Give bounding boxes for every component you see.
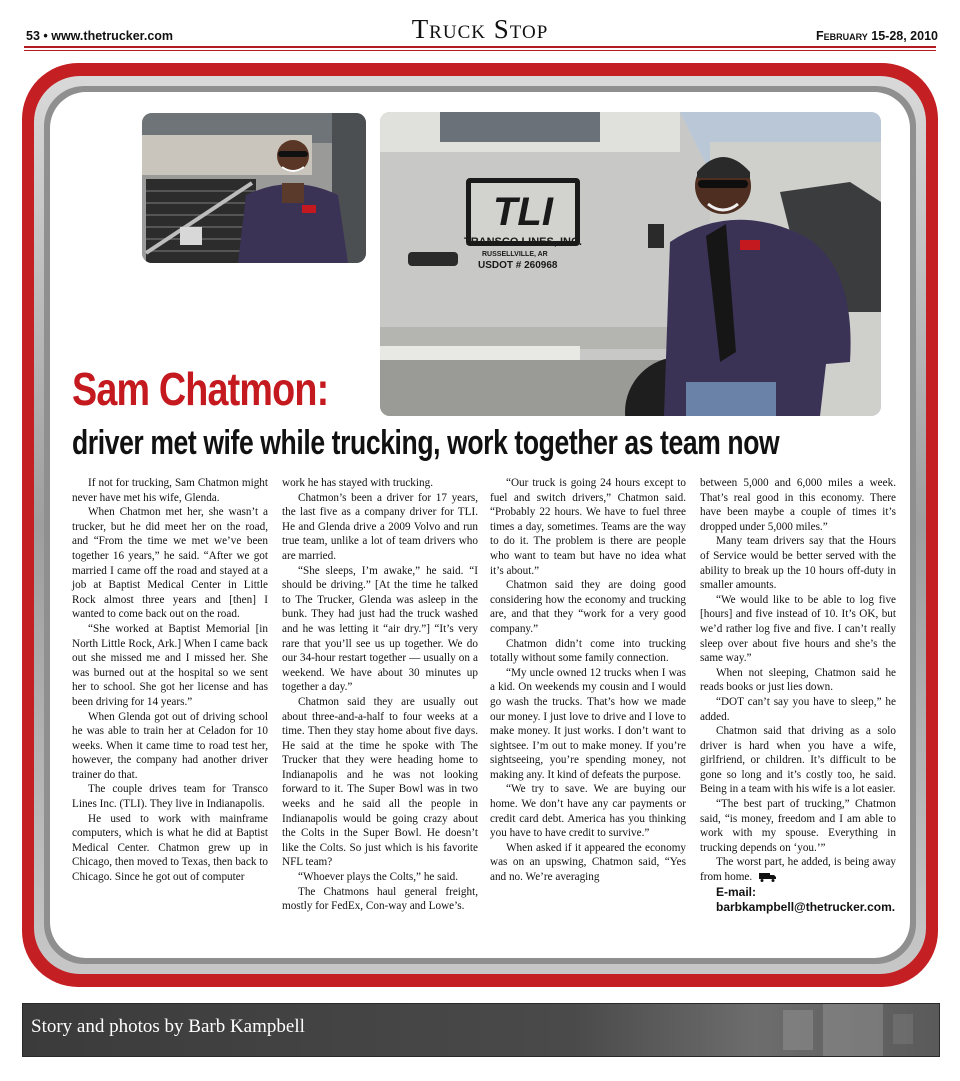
paragraph: “The best part of trucking,” Chatmon said, “is money, freedom and I am able to work with my spouse. Everything in trucking depends on ‘you.’” — [700, 798, 896, 854]
door-usdot: USDOT # 260968 — [478, 260, 558, 271]
paragraph: Chatmon’s been a driver for 17 years, the last five as a company driver for TLI. He and Glenda drive a 2009 Volvo and run true team, unlike a lot of team drivers who are married. — [282, 491, 478, 562]
paragraph: “We would like to be able to log five [hours] and five instead of 10. It’s OK, but we’d rather log five and five. I can’t really sleep over about five hours and she’s the same way.” — [700, 593, 896, 665]
paragraph: “We try to save. We are buying our home. We don’t have any car payments or credit card debt. America has you thinking you have to have credit to survive.” — [490, 783, 686, 840]
page-number-site: 53 • www.thetrucker.com — [26, 29, 174, 43]
photo-driver-truck-illustration — [380, 112, 881, 416]
paragraph: Chatmon said that driving as a solo driver is hard when you have a wife, girlfriend, or children. It’s difficult to be gone so long and it’s costly too, he said. Being in a team with his wife is a lot easier. — [700, 725, 896, 796]
paragraph — [700, 855, 896, 884]
paragraph: “Whoever plays the Colts,” he said. — [298, 871, 458, 884]
paragraph: The Chatmons haul general freight, mostly for FedEx, Con-way and Lowe’s. — [282, 885, 478, 913]
paragraph: Chatmon said they are usually out about three-and-a-half to four weeks at a time. Then they stay home about five days. He said at the time he spoke with The Trucker that they were heading home to Indianapolis and he was not looking forward to it. The Super Bowl was in two weeks and he said all the people in Indianapolis would be going crazy about the Colts in the Super Bowl. He doesn’t like the Colts. So just which is his favorite NFL team? — [282, 695, 478, 869]
paragraph: “DOT can’t say you have to sleep,” he added. — [700, 695, 896, 723]
photo-driver-grille-illustration — [142, 113, 366, 263]
paragraph: Chatmon didn’t come into trucking totally without some family connection. — [490, 637, 686, 665]
article-column-1 — [72, 476, 268, 885]
page-header — [0, 0, 960, 52]
headline: Sam Chatmon: — [72, 363, 329, 415]
section-title-text: Truck Stop — [411, 14, 549, 44]
door-city: RUSSELLVILLE, AR — [482, 251, 548, 258]
tli-logo-text: TLI — [493, 190, 553, 234]
paragraph: He used to work with mainframe computers, which is what he did at Baptist Medical Center. Chatmon grew up in Chicago, then moved to Texas, then back to Chicago. Since he got out of computer — [72, 812, 268, 884]
paragraph: When asked if it appeared the economy was on an upswing, Chatmon said, “Yes and no. We’re averaging — [490, 841, 686, 884]
paragraph: “She worked at Baptist Memorial [in North Little Rock, Ark.] When I came back out she missed me and I missed her. She was burned out at the hospital so we sent her to school. She got her license and has been driving for 14 years.” — [72, 622, 268, 708]
article-column-2 — [282, 476, 478, 914]
paragraph-text: The worst part, he added, is being away from home. — [700, 856, 896, 884]
paragraph: “Our truck is going 24 hours except to fuel and switch drivers,” Chatmon said. “Probably 22 hours. We have to fuel three times a day, sometimes. Teams are the way to do it. The problem is there are people who want to team but have no idea what it’s about.” — [490, 477, 686, 577]
story-credit: Story and photos by Barb Kampbell — [31, 1016, 305, 1037]
paragraph: “My uncle owned 12 trucks when I was a kid. On weekends my cousin and I would go wash the trucks. That’s how we made our money. I just love to drive and I love to make money. It just works. I don’t want to sightsee. I’m out to make money. If you’re sightseeing, you’re spending money, not making any. It kind of defeats the purpose. — [490, 666, 686, 781]
paragraph: When not sleeping, Chatmon said he reads books or just lies down. — [700, 666, 896, 694]
paragraph: between 5,000 and 6,000 miles a week. That’s real good in this economy. There have been maybe a couple of times it’s dropped under 5,000 miles.” — [700, 477, 896, 533]
subheadline: driver met wife while trucking, work together as team now — [72, 424, 780, 462]
paragraph: The couple drives team for Transco Lines Inc. (TLI). They live in Indianapolis. — [72, 783, 268, 811]
paragraph: “She sleeps, I’m awake,” he said. “I should be driving.” [At the time he talked to The Trucker, Glenda was asleep in the bunk. They had just had the truck washed and he was letting it “air dry.”] “It’s very rare that you’ll see us up together. We do our 34-hour restart together — usually on a weekend. We have about 30 minutes up together a day.” — [282, 564, 478, 694]
truck-icon — [759, 872, 777, 882]
paragraph: Chatmon said they are doing good considering how the economy and trucking are, and that they “work for a very good company.” — [490, 579, 686, 635]
paragraph: When Chatmon met her, she wasn’t a trucker, but he did meet her on the road, and “From the time we met we’ve been together 16 years,” he said. “After we got married I came off the road and stayed at a job at Baptist Medical Center in Little Rock almost three years and [then] I wanted to come back out on the road. — [72, 506, 268, 621]
author-email: E-mail: barbkampbell@thetrucker.com. — [716, 884, 896, 914]
header-rule-thin — [24, 50, 936, 51]
door-company: TRANSCO LINES, INC. — [464, 236, 582, 248]
paragraph: work he has stayed with trucking. — [282, 477, 433, 489]
issue-date: February 15-28, 2010 — [815, 29, 938, 43]
photo-driver-grille — [142, 113, 366, 263]
paragraph: Many team drivers say that the Hours of Service would be better served with the ability to break up the 10 hours off-duty in smaller amounts. — [700, 535, 896, 592]
paragraph: If not for trucking, Sam Chatmon might never have met his wife, Glenda. — [72, 477, 268, 504]
photo-credit-bar — [22, 1003, 940, 1057]
article-column-3 — [490, 476, 686, 885]
header-rule — [24, 46, 936, 48]
photo-driver-truck — [380, 112, 881, 416]
paragraph: When Glenda got out of driving school he was able to train her at Celadon for 10 weeks. When it came time to road test her, however, the company had another driver trainer do that. — [72, 710, 268, 781]
article-column-4 — [700, 476, 896, 915]
